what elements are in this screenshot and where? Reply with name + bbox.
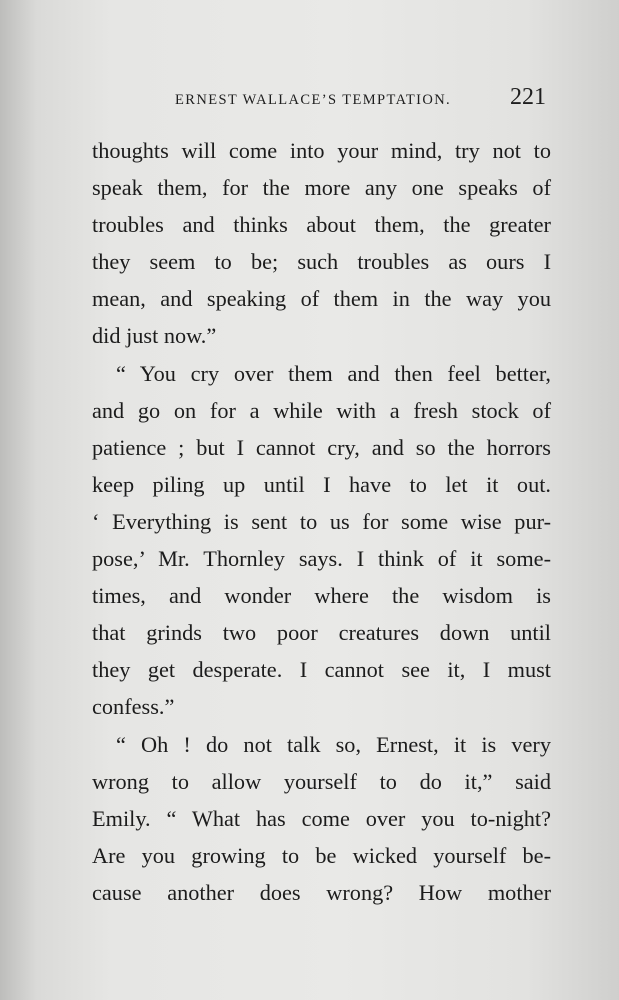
text-line: times, and wonder where the wisdom is (92, 583, 551, 609)
body-text (92, 132, 551, 911)
text-line: “ Oh ! do not talk so, Ernest, it is very (116, 731, 551, 757)
text-line: that grinds two poor creatures down until (92, 620, 551, 646)
text-line: Are you growing to be wicked yourself be- (92, 842, 551, 868)
text-line: ‘ Everything is sent to us for some wise pur- (92, 508, 551, 534)
text-line: cause another does wrong? How mother (92, 879, 551, 905)
text-line: did just now.” (92, 323, 217, 349)
text-line: “ You cry over them and then feel better, (116, 360, 551, 386)
text-line: thoughts will come into your mind, try not to (92, 138, 551, 163)
text-line: keep piling up until I have to let it out. (92, 471, 551, 497)
running-title: ERNEST WALLACE’S TEMPTATION. (175, 92, 452, 108)
text-line: speak them, for the more any one speaks of (92, 175, 551, 201)
text-line: Emily. “ What has come over you to-night? (92, 805, 551, 831)
text-line: mean, and speaking of them in the way you (92, 286, 551, 312)
text-line: patience ; but I cannot cry, and so the horrors (92, 434, 551, 460)
text-line: wrong to allow yourself to do it,” said (92, 768, 551, 794)
text-line: and go on for a while with a fresh stock of (92, 397, 551, 423)
text-line: pose,’ Mr. Thornley says. I think of it some- (92, 546, 551, 572)
page-number: 221 (510, 84, 546, 110)
running-header (175, 84, 550, 118)
text-line: confess.” (92, 694, 175, 720)
text-line: they get desperate. I cannot see it, I must (92, 657, 551, 683)
text-line: they seem to be; such troubles as ours I (92, 249, 551, 275)
text-line: troubles and thinks about them, the greater (92, 212, 551, 238)
